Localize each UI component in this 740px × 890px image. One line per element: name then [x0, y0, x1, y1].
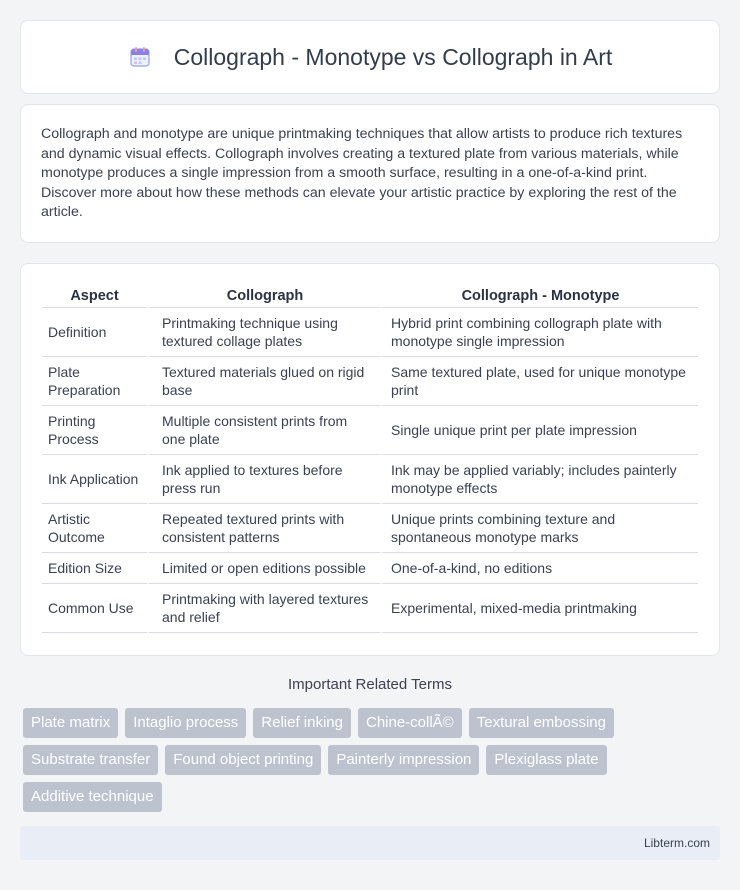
- aspect-cell: Artistic Outcome: [42, 504, 147, 553]
- term-tag[interactable]: Textural embossing: [469, 708, 614, 738]
- aspect-cell: Edition Size: [42, 553, 147, 584]
- monotype-cell: Same textured plate, used for unique monotype print: [380, 357, 698, 406]
- table-row: [42, 553, 698, 584]
- comparison-table: [42, 284, 698, 633]
- table-row: [42, 308, 698, 357]
- term-tag[interactable]: Additive technique: [23, 782, 162, 812]
- header-aspect: Aspect: [42, 284, 147, 308]
- page-title: Collograph - Monotype vs Collograph in Art: [173, 43, 613, 70]
- header-collograph: Collograph: [147, 284, 380, 308]
- term-tag[interactable]: Plexiglass plate: [486, 745, 606, 775]
- aspect-cell: Plate Preparation: [42, 357, 147, 406]
- table-row: [42, 584, 698, 633]
- collograph-cell: Multiple consistent prints from one plate: [147, 406, 380, 455]
- intro-paragraph: Collograph and monotype are unique printmaking techniques that allow artists to produce rich textures and dynamic visual effects. Collograph involves creating a textured plate from various materials, while monotype produces a single impression from a smooth surface, resulting in a one-of-a-kind print. Discover more about how these methods can elevate your artistic practice by exploring the rest of the article.: [41, 126, 683, 221]
- aspect-cell: Printing Process: [42, 406, 147, 455]
- collograph-cell: Printmaking technique using textured collage plates: [147, 308, 380, 357]
- term-tag[interactable]: Chine-collÃ©: [358, 708, 462, 738]
- term-tag[interactable]: Found object printing: [165, 745, 321, 775]
- footer-brand-link[interactable]: Libterm.com: [643, 836, 710, 850]
- aspect-cell: Ink Application: [42, 455, 147, 504]
- header-collograph-monotype: Collograph - Monotype: [380, 284, 698, 308]
- related-terms-list: [23, 708, 723, 819]
- table-row: [42, 455, 698, 504]
- related-terms-heading: Important Related Terms: [288, 676, 452, 693]
- intro-card: [20, 104, 720, 243]
- comparison-card: [20, 263, 720, 656]
- monotype-cell: Unique prints combining texture and spontaneous monotype marks: [380, 504, 698, 553]
- aspect-cell: Definition: [42, 308, 147, 357]
- term-tag[interactable]: Plate matrix: [23, 708, 118, 738]
- collograph-cell: Limited or open editions possible: [147, 553, 380, 584]
- header-card: [20, 20, 720, 94]
- collograph-cell: Repeated textured prints with consistent patterns: [147, 504, 380, 553]
- monotype-cell: Ink may be applied variably; includes painterly monotype effects: [380, 455, 698, 504]
- collograph-cell: Textured materials glued on rigid base: [147, 357, 380, 406]
- monotype-cell: One-of-a-kind, no editions: [380, 553, 698, 584]
- term-tag[interactable]: Relief inking: [253, 708, 351, 738]
- term-tag[interactable]: Painterly impression: [328, 745, 479, 775]
- table-row: [42, 357, 698, 406]
- table-row: [42, 504, 698, 553]
- monotype-cell: Experimental, mixed-media printmaking: [380, 584, 698, 633]
- term-tag[interactable]: Intaglio process: [125, 708, 246, 738]
- footer: [20, 826, 720, 860]
- collograph-cell: Ink applied to textures before press run: [147, 455, 380, 504]
- monotype-cell: Single unique print per plate impression: [380, 406, 698, 455]
- term-tag[interactable]: Substrate transfer: [23, 745, 158, 775]
- table-row: [42, 406, 698, 455]
- collograph-cell: Printmaking with layered textures and relief: [147, 584, 380, 633]
- table-header-row: [42, 284, 698, 308]
- calendar-icon: [128, 45, 152, 69]
- monotype-cell: Hybrid print combining collograph plate with monotype single impression: [380, 308, 698, 357]
- aspect-cell: Common Use: [42, 584, 147, 633]
